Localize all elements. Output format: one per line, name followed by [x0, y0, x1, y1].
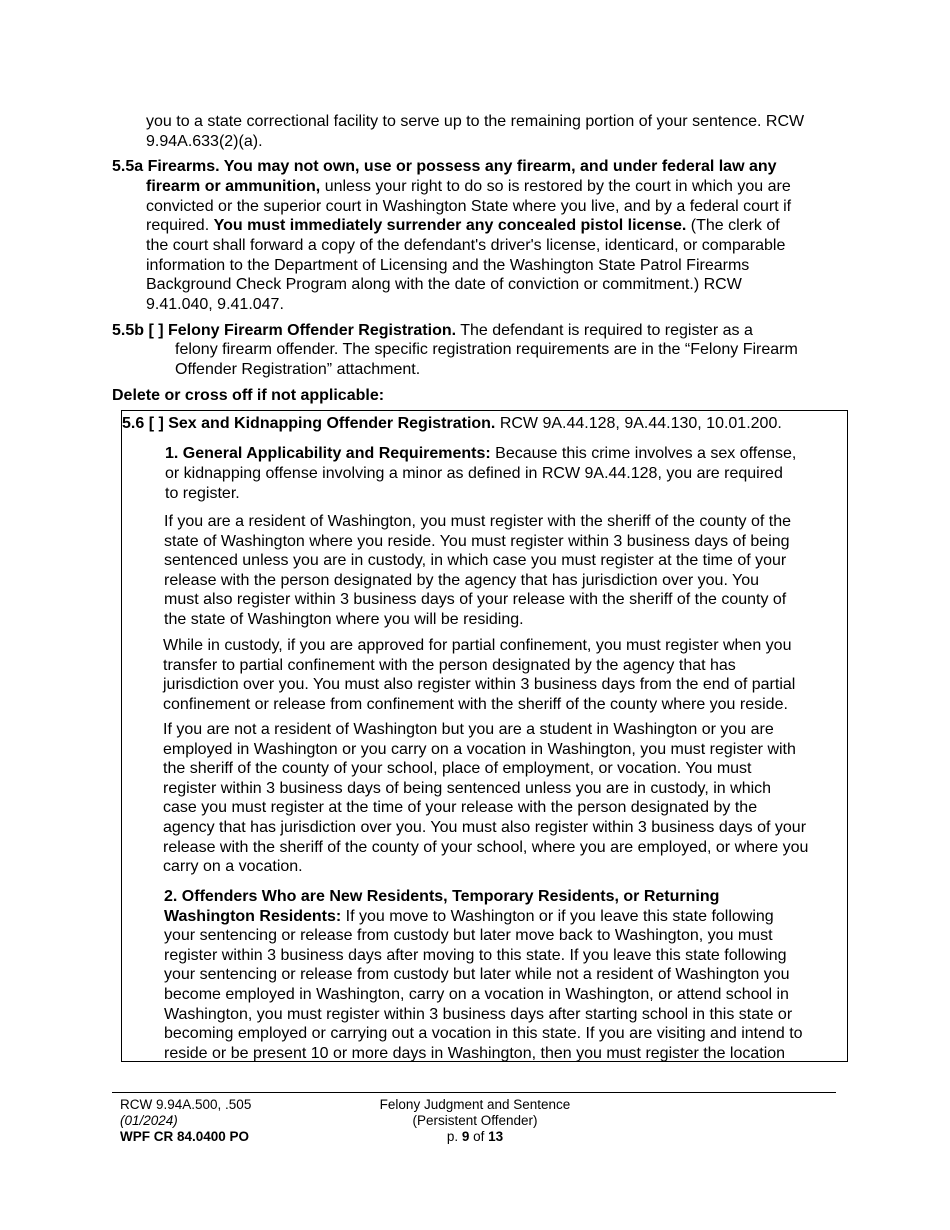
section-5-5a-line-2: firearm or ammunition, unless your right to do so is restored by the court in which you are	[146, 178, 791, 195]
text-line: the state of Washington where you will be residing.	[164, 610, 524, 628]
text-line: If you are not a resident of Washington but you are a student in Washington or you are	[163, 721, 774, 738]
text-line: becoming employed or carrying out a vocation in this state. If you are visiting and intend to	[164, 1025, 803, 1043]
section-5-5a-line-8: 9.41.040, 9.41.047.	[146, 296, 284, 313]
text-line: Washington, you must register within 3 business days after starting school in this state or	[164, 1005, 793, 1023]
section-5-5b-line-2: felony firearm offender. The specific registration requirements are in the “Felony Firearm	[175, 341, 798, 358]
footer-subtitle: (Persistent Offender)	[412, 1113, 538, 1128]
p5-heading-line-1: 2. Offenders Who are New Residents, Temporary Residents, or Returning	[164, 888, 720, 905]
continuation-line-1: you to a state correctional facility to serve up to the remaining portion of your sentence. RCW	[146, 113, 805, 130]
section-5-5a-line-6: information to the Department of Licensing and the Washington State Patrol Firearms	[146, 257, 750, 274]
paragraph-new-residents	[164, 887, 803, 1063]
text-line: reside or be present 10 or more days in Washington, then you must register the location	[164, 1044, 786, 1062]
footer-title: Felony Judgment and Sentence	[379, 1097, 571, 1112]
section-5-5a-line-5: the court shall forward a copy of the defendant's driver's license, identicard, or comparable	[146, 237, 786, 254]
delete-note: Delete or cross off if not applicable:	[112, 387, 385, 404]
text-line: While in custody, if you are approved for partial confinement, you must register when you	[163, 637, 792, 654]
text-line: sentenced unless you are in custody, in which case you must register at the time of your	[164, 552, 787, 570]
text-line: register within 3 business days of being sentenced unless you are in custody, in which	[163, 779, 772, 797]
footer-form-number: WPF CR 84.0400 PO	[120, 1129, 250, 1144]
text-line: register within 3 business days after moving to this state. If you leave this state following	[164, 946, 787, 964]
text-line: release with the sheriff of the county of your school, where you are employed, or where you	[163, 838, 809, 856]
continuation-line-2: 9.94A.633(2)(a).	[146, 133, 263, 150]
text-line: state of Washington where you reside. You must register within 3 business days of being	[164, 532, 790, 550]
text-line: your sentencing or release from custody but later while not a resident of Washington you	[164, 966, 790, 984]
footer-left	[120, 1097, 251, 1145]
paragraph-custody	[163, 636, 795, 714]
footer-rule	[112, 1092, 836, 1093]
section-5-6-heading: 5.6 [ ] Sex and Kidnapping Offender Registration. RCW 9A.44.128, 9A.44.130, 10.01.200.	[122, 415, 782, 432]
footer-rcw: RCW 9.94A.500, .505	[120, 1097, 252, 1112]
p1-line-1: 1. General Applicability and Requirements: Because this crime involves a sex offense,	[165, 445, 797, 462]
section-5-5a-line-4: required. You must immediately surrender any concealed pistol license. (The clerk of	[146, 217, 780, 234]
text-line: If you are a resident of Washington, you must register with the sheriff of the county of the	[164, 513, 791, 530]
text-line: jurisdiction over you. You must also register within 3 business days from the end of partial	[163, 676, 796, 694]
text-line: employed in Washington or you carry on a vocation in Washington, you must register with	[163, 740, 796, 758]
footer-date: (01/2024)	[120, 1113, 178, 1128]
text-line: carry on a vocation.	[163, 858, 303, 876]
section-5-5b-line-3: Offender Registration” attachment.	[175, 361, 421, 378]
section-5-5a-line-3: convicted or the superior court in Washington State where you live, and by a federal court if	[146, 198, 792, 215]
text-line: transfer to partial confinement with the person designated by the agency that has	[163, 656, 736, 674]
text-line: case you must register at the time of your release with the person designated by the	[163, 799, 758, 817]
text-line: confinement or release from confinement with the sheriff of the county where you reside.	[163, 695, 788, 713]
text-line: release with the person designated by the agency that has jurisdiction over you. You	[164, 571, 760, 589]
footer-center	[375, 1097, 575, 1145]
paragraph-resident	[164, 512, 791, 630]
text-line: become employed in Washington, carry on a vocation in Washington, or attend school in	[164, 985, 789, 1003]
p1-line-2: or kidnapping offense involving a minor as defined in RCW 9A.44.128, you are required	[165, 465, 783, 482]
section-5-5a-heading: 5.5a Firearms. You may not own, use or possess any firearm, and under federal law any	[112, 158, 777, 175]
text-line: must also register within 3 business days of your release with the sheriff of the county of	[164, 591, 787, 609]
p5-heading-line-2: Washington Residents: If you move to Washington or if you leave this state following	[164, 907, 774, 925]
section-5-5b-heading: 5.5b [ ] Felony Firearm Offender Registration. The defendant is required to register as a	[112, 322, 753, 339]
footer-page-number: p. 9 of 13	[446, 1129, 504, 1144]
section-5-5a-line-7: Background Check Program along with the date of conviction or commitment.) RCW	[146, 276, 742, 293]
paragraph-nonresident	[163, 720, 808, 877]
text-line: agency that has jurisdiction over you. You must also register within 3 business days of your	[163, 818, 807, 836]
text-line: the sheriff of the county of your school, place of employment, or vocation. You must	[163, 760, 752, 778]
p1-line-3: to register.	[165, 485, 240, 502]
text-line: your sentencing or release from custody but later move back to Washington, you must	[164, 927, 773, 945]
